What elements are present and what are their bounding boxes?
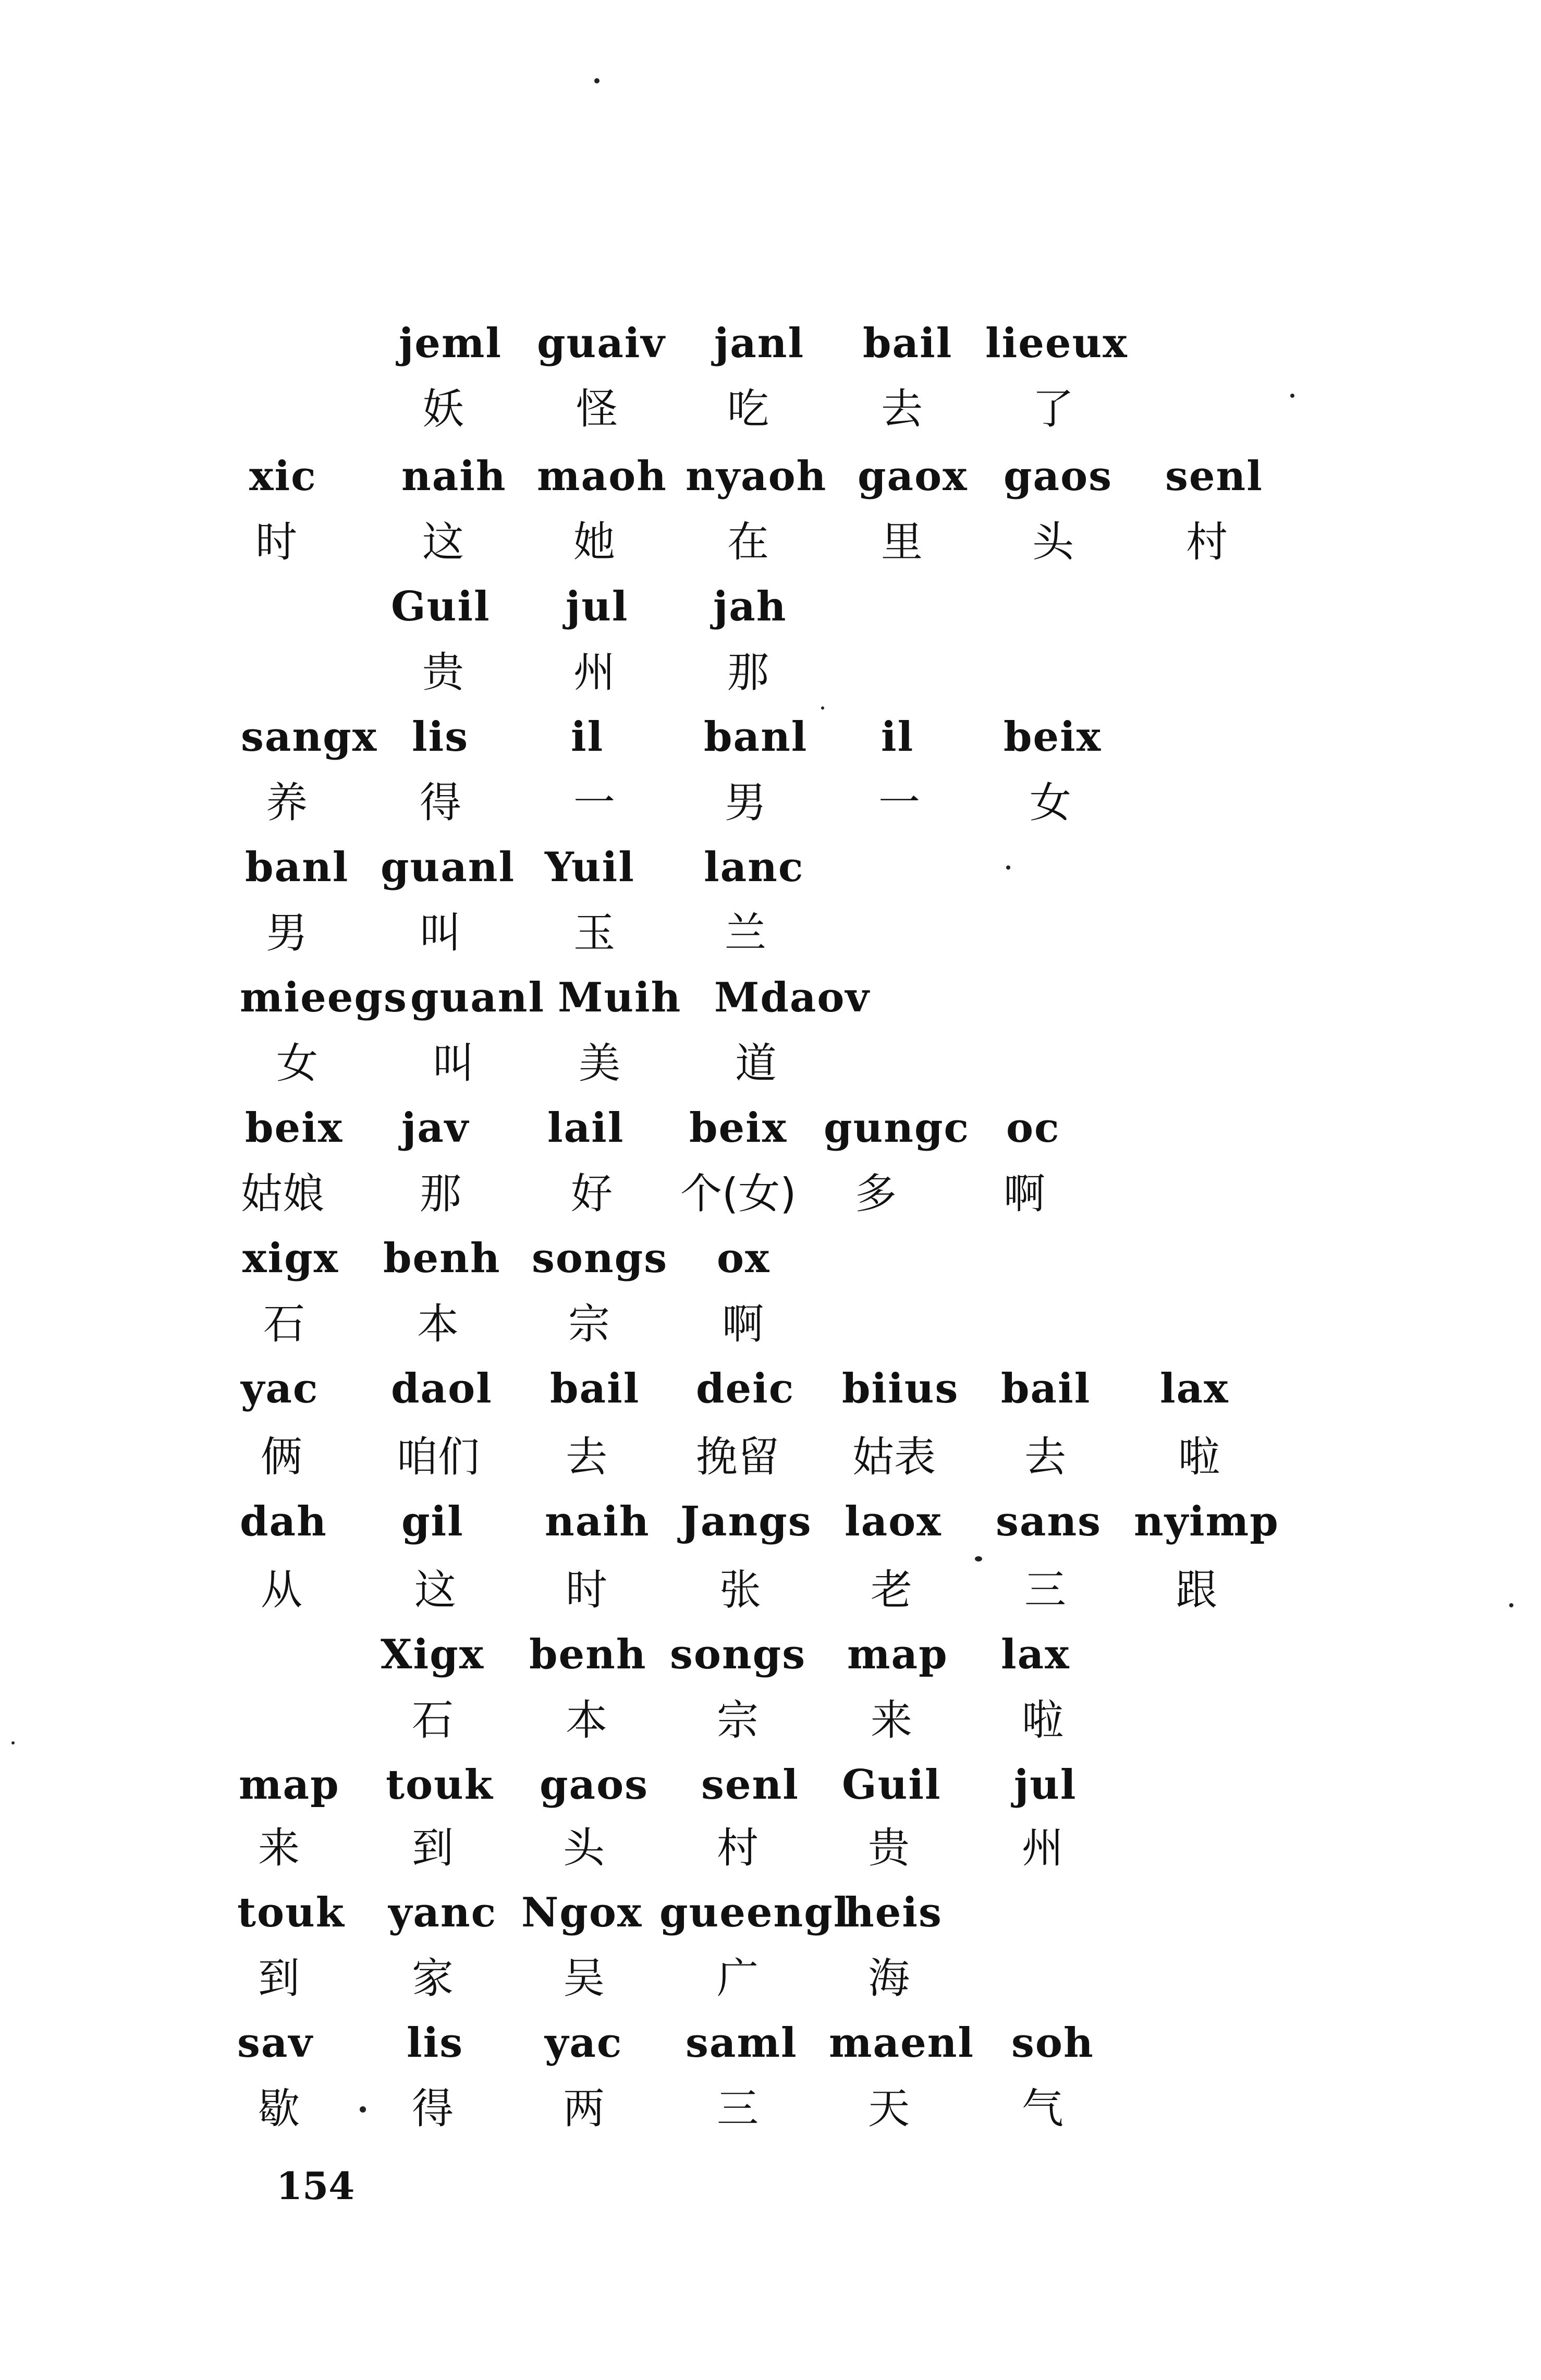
word: touk (237, 1889, 345, 1936)
gloss: 兰 (725, 909, 766, 957)
gloss: 两 (563, 2084, 605, 2133)
page-number: 154 (276, 2164, 355, 2208)
word: maenl (829, 2019, 975, 2067)
gloss: 俩 (261, 1433, 302, 1481)
word: songs (670, 1631, 806, 1678)
word: banl (704, 713, 808, 761)
gloss: 三 (717, 2084, 759, 2133)
scan-speck (1006, 865, 1010, 870)
scan-speck (1509, 1603, 1513, 1607)
gloss: 气 (1022, 2084, 1063, 2133)
chinese-gloss-line (0, 1824, 1541, 1890)
gloss: 来 (258, 1824, 300, 1872)
word: biius (842, 1365, 959, 1412)
gloss: 吃 (727, 385, 769, 433)
gloss: 时 (255, 518, 297, 566)
gloss: 头 (563, 1824, 605, 1872)
word: maoh (537, 453, 667, 500)
chinese-gloss-line (0, 1300, 1541, 1366)
scan-speck (975, 1556, 982, 1561)
scan-speck (821, 706, 824, 710)
romanized-line (0, 1235, 1541, 1301)
word: Muih (558, 974, 682, 1021)
gloss: 叫 (433, 1039, 474, 1088)
gloss: 道 (735, 1039, 777, 1088)
gloss: 美 (579, 1039, 620, 1088)
word: sav (237, 2019, 313, 2067)
word: il (881, 713, 914, 761)
gloss: 老 (871, 1566, 912, 1614)
chinese-gloss-line (0, 1039, 1541, 1105)
word: jul (1014, 1761, 1077, 1809)
gloss: 啦 (1178, 1433, 1220, 1481)
word: lieeux (985, 320, 1128, 367)
gloss: 了 (1032, 385, 1074, 433)
romanized-line (0, 453, 1541, 519)
word: jul (566, 583, 629, 630)
romanized-line (0, 1889, 1541, 1955)
romanized-line (0, 844, 1541, 910)
word: touk (386, 1761, 494, 1809)
gloss: 来 (871, 1696, 912, 1744)
word: xigx (242, 1235, 339, 1282)
word: lanc (704, 844, 804, 891)
gloss: 里 (881, 518, 923, 566)
gloss: 石 (412, 1696, 454, 1744)
gloss: 头 (1032, 518, 1074, 566)
chinese-gloss-line (0, 1169, 1541, 1236)
gloss: 男 (266, 909, 308, 957)
romanized-line (0, 1631, 1541, 1697)
word: guaiv (537, 320, 666, 367)
word: senl (701, 1761, 799, 1809)
gloss: 姑表 (852, 1433, 936, 1481)
word: oc (1006, 1104, 1060, 1152)
word: jah (713, 583, 787, 630)
word: map (239, 1761, 340, 1809)
romanized-line (0, 1761, 1541, 1827)
chinese-gloss-line (0, 909, 1541, 975)
gloss: 姑娘 (241, 1169, 324, 1218)
word: gungc (824, 1104, 970, 1152)
chinese-gloss-line (0, 1696, 1541, 1762)
scan-speck (360, 2106, 366, 2113)
gloss: 跟 (1176, 1566, 1217, 1614)
word: songs (532, 1235, 668, 1282)
word: soh (1011, 2019, 1094, 2067)
gloss: 时 (566, 1566, 607, 1614)
romanized-line (0, 1498, 1541, 1564)
chinese-gloss-line (0, 648, 1541, 714)
word: ox (717, 1235, 770, 1282)
gloss: 从 (261, 1566, 302, 1614)
gloss: 那 (420, 1169, 461, 1218)
romanized-line (0, 1104, 1541, 1170)
word: guanl (410, 974, 545, 1021)
word: beix (689, 1104, 788, 1152)
word: deic (696, 1365, 795, 1412)
word: benh (383, 1235, 501, 1282)
gloss: 叫 (420, 909, 461, 957)
gloss: 得 (420, 778, 461, 827)
gloss: 海 (868, 1954, 910, 2003)
word: lail (547, 1104, 625, 1152)
gloss: 家 (412, 1954, 454, 2003)
gloss: 三 (1024, 1566, 1066, 1614)
word: Ngox (521, 1889, 643, 1936)
word: Guil (842, 1761, 941, 1809)
word: lis (407, 2019, 464, 2067)
gloss: 州 (573, 648, 615, 697)
gloss: 去 (1024, 1433, 1066, 1481)
gloss: 挽留 (696, 1433, 779, 1481)
word: mieegs (240, 974, 408, 1021)
romanized-line (0, 2019, 1541, 2085)
word: yanc (388, 1889, 497, 1936)
gloss: 石 (263, 1300, 305, 1348)
word: jav (401, 1104, 470, 1152)
word: banl (245, 844, 349, 891)
word: nyaoh (686, 453, 827, 500)
word: daol (391, 1365, 493, 1412)
word: senl (1165, 453, 1263, 500)
word: yac (241, 1365, 319, 1412)
word: dah (240, 1498, 327, 1545)
gloss: 到 (258, 1954, 300, 2003)
gloss: 啦 (1022, 1696, 1063, 1744)
word: beix (245, 1104, 344, 1152)
word: heis (845, 1889, 943, 1936)
romanized-line (0, 974, 1541, 1040)
romanized-line (0, 320, 1541, 386)
gloss: 一 (878, 778, 920, 827)
word: saml (686, 2019, 798, 2067)
gloss: 贵 (868, 1824, 910, 1872)
word: Jangs (680, 1498, 812, 1545)
gloss: 吴 (563, 1954, 605, 2003)
word: gaos (540, 1761, 649, 1809)
gloss: 那 (727, 648, 769, 697)
gloss: 去 (566, 1433, 607, 1481)
word: Guil (391, 583, 491, 630)
gloss: 宗 (568, 1300, 610, 1348)
gloss: 州 (1022, 1824, 1063, 1872)
gloss: 妖 (422, 385, 464, 433)
gloss: 这 (414, 1566, 456, 1614)
gloss: 村 (717, 1824, 759, 1872)
chinese-gloss-line (0, 1566, 1541, 1632)
word: bail (550, 1365, 640, 1412)
gloss: 个(女) (680, 1169, 797, 1218)
word: gueengl (659, 1889, 850, 1936)
gloss: 玉 (573, 909, 615, 957)
word: bail (1001, 1365, 1091, 1412)
gloss: 去 (881, 385, 923, 433)
word: il (571, 713, 604, 761)
word: sangx (241, 713, 378, 761)
gloss: 贵 (422, 648, 464, 697)
word: nyimp (1134, 1498, 1279, 1545)
word: xic (249, 453, 317, 500)
chinese-gloss-line (0, 385, 1541, 451)
word: jeml (399, 320, 503, 367)
chinese-gloss-line (0, 2084, 1541, 2151)
word: naih (545, 1498, 650, 1545)
gloss: 咱们 (396, 1433, 480, 1481)
gloss: 得 (412, 2084, 454, 2133)
scan-speck (11, 1741, 15, 1744)
word: lax (1001, 1631, 1070, 1678)
gloss: 女 (1030, 778, 1071, 827)
word: laox (845, 1498, 942, 1545)
gloss: 天 (868, 2084, 910, 2133)
gloss: 本 (417, 1300, 459, 1348)
word: bail (863, 320, 953, 367)
gloss: 啊 (1004, 1169, 1045, 1218)
word: gil (401, 1498, 464, 1545)
gloss: 到 (412, 1824, 454, 1872)
gloss: 在 (727, 518, 769, 566)
gloss: 张 (719, 1566, 761, 1614)
gloss: 怪 (576, 385, 618, 433)
gloss: 本 (566, 1696, 607, 1744)
gloss: 女 (276, 1039, 318, 1088)
word: janl (714, 320, 805, 367)
romanized-line (0, 583, 1541, 649)
word: Mdaov (714, 974, 870, 1021)
word: yac (545, 2019, 623, 2067)
word: sans (996, 1498, 1102, 1545)
word: benh (529, 1631, 647, 1678)
gloss: 宗 (717, 1696, 759, 1744)
gloss: 村 (1186, 518, 1228, 566)
gloss: 养 (266, 778, 308, 827)
chinese-gloss-line (0, 518, 1541, 584)
chinese-gloss-line (0, 778, 1541, 845)
word: Xigx (381, 1631, 485, 1678)
gloss: 广 (717, 1954, 759, 2003)
scan-speck (594, 78, 600, 83)
gloss: 她 (573, 518, 615, 566)
romanized-line (0, 1365, 1541, 1431)
word: beix (1004, 713, 1102, 761)
chinese-gloss-line (0, 1954, 1541, 2020)
word: gaox (858, 453, 968, 500)
word: Yuil (545, 844, 635, 891)
scan-speck (1290, 394, 1294, 398)
gloss: 男 (725, 778, 766, 827)
word: lis (412, 713, 469, 761)
gloss: 一 (573, 778, 615, 827)
romanized-line (0, 713, 1541, 779)
word: guanl (381, 844, 516, 891)
gloss: 歇 (258, 2084, 300, 2133)
gloss: 多 (855, 1169, 897, 1218)
chinese-gloss-line (0, 1433, 1541, 1499)
gloss: 啊 (722, 1300, 764, 1348)
word: lax (1160, 1365, 1229, 1412)
gloss: 好 (571, 1169, 613, 1218)
word: gaos (1004, 453, 1113, 500)
word: map (847, 1631, 948, 1678)
gloss: 这 (422, 518, 464, 566)
word: naih (401, 453, 507, 500)
